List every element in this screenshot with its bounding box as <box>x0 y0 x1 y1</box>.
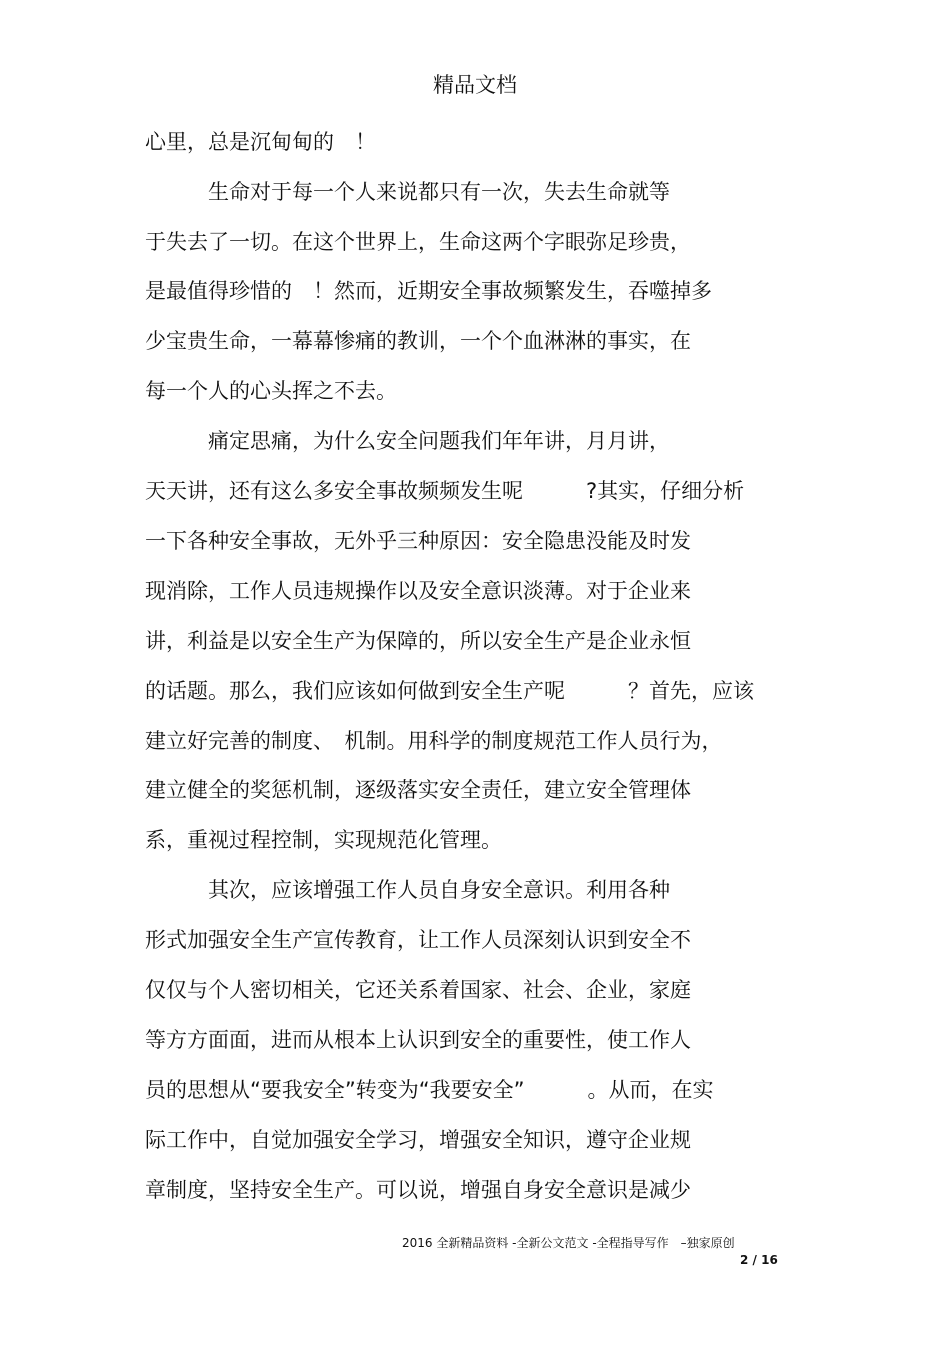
page-number: 2 / 16 <box>740 1253 778 1267</box>
body-line: 章制度，坚持安全生产。可以说，增强自身安全意识是减少 <box>145 1178 691 1202</box>
body-line: 天天讲，还有这么多安全事故频频发生呢 ?其实，仔细分析 <box>145 479 745 503</box>
body-line: 际工作中，自觉加强安全学习，增强安全知识，遵守企业规 <box>145 1128 691 1152</box>
body-line: 其次，应该增强工作人员自身安全意识。利用各种 <box>145 878 670 902</box>
body-line: 是最值得珍惜的 ！然而，近期安全事故频繁发生，吞噬掉多 <box>145 279 712 303</box>
body-line: 每一个人的心头挥之不去。 <box>145 379 397 403</box>
body-line: 建立健全的奖惩机制，逐级落实安全责任，建立安全管理体 <box>145 778 691 802</box>
page-header-title: 精品文档 <box>433 73 517 97</box>
body-line: 痛定思痛，为什么安全问题我们年年讲，月月讲， <box>145 429 670 453</box>
body-line: 等方方面面，进而从根本上认识到安全的重要性，使工作人 <box>145 1028 691 1052</box>
body-line: 一下各种安全事故，无外乎三种原因：安全隐患没能及时发 <box>145 529 691 553</box>
body-line: 形式加强安全生产宣传教育，让工作人员深刻认识到安全不 <box>145 928 691 952</box>
body-line: 讲，利益是以安全生产为保障的，所以安全生产是企业永恒 <box>145 629 691 653</box>
body-line: 建立好完善的制度、 机制。用科学的制度规范工作人员行为， <box>145 729 723 753</box>
footer-text: 2016 全新精品资料 -全新公文范文 -全程指导写作 –独家原创 <box>402 1236 735 1250</box>
body-line: 仅仅与个人密切相关，它还关系着国家、社会、企业，家庭 <box>145 978 691 1002</box>
body-line: 心里，总是沉甸甸的 ！ <box>145 130 376 154</box>
body-line: 现消除，工作人员违规操作以及安全意识淡薄。对于企业来 <box>145 579 691 603</box>
body-line: 的话题。那么，我们应该如何做到安全生产呢 ？首先，应该 <box>145 679 754 703</box>
body-line: 系，重视过程控制，实现规范化管理。 <box>145 828 502 852</box>
body-line: 于失去了一切。在这个世界上，生命这两个字眼弥足珍贵， <box>145 230 691 254</box>
body-line: 少宝贵生命，一幕幕惨痛的教训，一个个血淋淋的事实，在 <box>145 329 691 353</box>
body-line: 员的思想从“要我安全”转变为“我要安全” 。从而，在实 <box>145 1078 714 1102</box>
body-line: 生命对于每一个人来说都只有一次，失去生命就等 <box>145 180 670 204</box>
